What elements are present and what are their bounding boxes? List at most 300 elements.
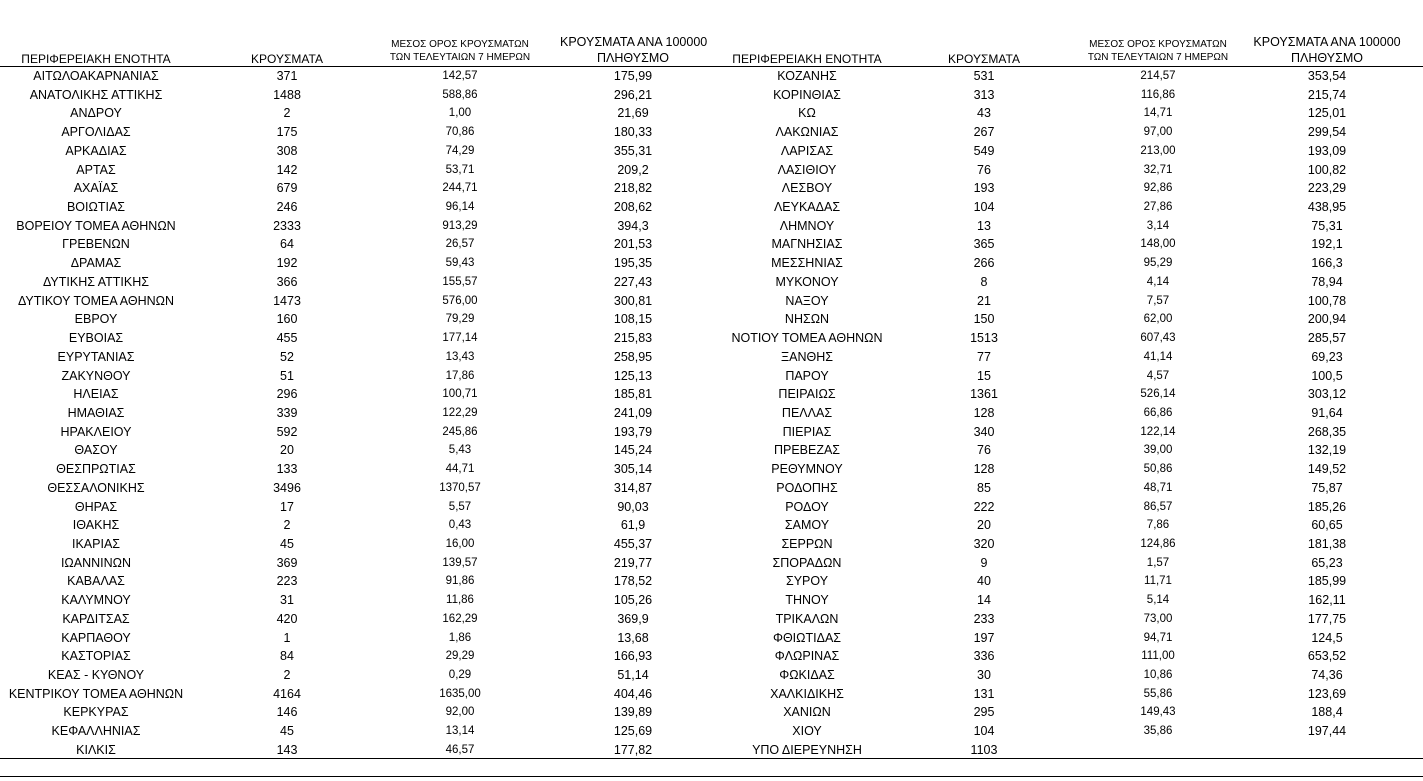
cell-per100k-right: 149,52	[1307, 462, 1347, 477]
table-header	[0, 30, 1423, 66]
cell-per100k-right: 65,23	[1311, 555, 1343, 570]
cell-avg7-left: 59,43	[445, 257, 475, 270]
cell-avg7-right: 55,86	[1143, 687, 1173, 700]
cell-region-right: ΝΑΞΟΥ	[785, 293, 829, 308]
cell-cases-right: 76	[977, 162, 991, 177]
cell-region-left: ΑΡΓΟΛΙΔΑΣ	[61, 125, 131, 140]
cell-avg7-left: 13,14	[445, 725, 475, 738]
table-row	[0, 367, 1423, 386]
cell-region-right: ΜΑΓΝΗΣΙΑΣ	[771, 237, 843, 252]
cell-per100k-left: 258,95	[613, 349, 653, 364]
cell-region-right: ΛΑΣΙΘΙΟΥ	[777, 162, 837, 177]
cell-cases-right: 320	[973, 536, 995, 551]
cell-per100k-right: 91,64	[1311, 405, 1343, 420]
cell-per100k-left: 193,79	[613, 424, 653, 439]
cell-cases-right: 549	[973, 143, 995, 158]
table-row	[0, 703, 1423, 722]
cell-per100k-right: 438,95	[1307, 200, 1347, 215]
header-avg-right-line1: ΜΕΣΟΣ ΟΡΟΣ ΚΡΟΥΣΜΑΤΩΝ	[1089, 39, 1227, 50]
cell-cases-right: 8	[980, 274, 988, 289]
table-row	[0, 329, 1423, 348]
cell-avg7-right: 148,00	[1140, 238, 1176, 251]
cell-per100k-left: 145,24	[613, 443, 653, 458]
cell-region-left: ΘΑΣΟΥ	[74, 443, 118, 458]
cell-per100k-right: 181,38	[1307, 536, 1347, 551]
footer-divider	[0, 758, 1423, 759]
cell-region-left: ΖΑΚΥΝΘΟΥ	[61, 368, 131, 383]
cell-avg7-right: 5,14	[1146, 594, 1170, 607]
table-body	[0, 67, 1423, 760]
table-row	[0, 460, 1423, 479]
cell-avg7-left: 11,86	[446, 594, 474, 607]
cell-per100k-right: 75,31	[1311, 218, 1343, 233]
cell-region-left: ΑΧΑΪΑΣ	[73, 181, 119, 196]
cell-avg7-right: 111,00	[1141, 650, 1175, 663]
cell-cases-left: 296	[276, 387, 298, 402]
cell-per100k-left: 394,3	[617, 218, 649, 233]
cell-cases-right: 15	[977, 368, 991, 383]
cell-per100k-right: 162,11	[1308, 593, 1346, 608]
cell-per100k-right: 285,57	[1307, 331, 1347, 346]
cell-avg7-right: 213,00	[1140, 144, 1176, 157]
cell-per100k-left: 209,2	[617, 162, 649, 177]
cell-avg7-left: 0,43	[448, 519, 472, 532]
cell-cases-right: 197	[973, 630, 995, 645]
cell-per100k-right: 299,54	[1307, 125, 1347, 140]
cell-region-left: ΚΑΛΥΜΝΟΥ	[61, 593, 131, 608]
cell-per100k-right: 268,35	[1307, 424, 1347, 439]
cell-avg7-left: 0,29	[448, 669, 472, 681]
cell-cases-left: 369	[276, 555, 298, 570]
table-row	[0, 498, 1423, 517]
cell-per100k-left: 195,35	[613, 256, 653, 271]
cell-region-right: ΤΡΙΚΑΛΩΝ	[775, 611, 839, 626]
cell-per100k-left: 208,62	[613, 200, 653, 215]
cell-cases-left: 146	[276, 705, 298, 720]
cell-per100k-right: 100,78	[1307, 293, 1347, 308]
table-row	[0, 292, 1423, 311]
cell-avg7-right: 607,43	[1140, 332, 1176, 345]
cell-per100k-right: 215,74	[1307, 87, 1347, 102]
table-row	[0, 142, 1423, 161]
cell-per100k-left: 355,31	[613, 143, 653, 158]
table-row	[0, 235, 1423, 254]
table-row	[0, 423, 1423, 442]
cell-region-right: ΛΑΡΙΣΑΣ	[780, 143, 834, 158]
cell-cases-left: 592	[276, 424, 298, 439]
cell-cases-right: 222	[973, 499, 995, 514]
cell-region-right: ΠΡΕΒΕΖΑΣ	[773, 443, 841, 458]
cell-per100k-left: 105,26	[613, 593, 653, 608]
cell-avg7-right: 116,86	[1140, 88, 1176, 101]
cell-cases-left: 160	[276, 312, 298, 327]
cell-avg7-right: 94,71	[1143, 631, 1173, 644]
cell-avg7-left: 142,57	[442, 70, 478, 82]
cell-avg7-right: 32,71	[1143, 163, 1173, 176]
cell-cases-left: 366	[276, 274, 298, 289]
cell-region-left: ΕΒΡΟΥ	[74, 312, 118, 327]
cell-avg7-right: 86,57	[1143, 500, 1173, 513]
cell-per100k-left: 125,69	[613, 724, 653, 739]
cell-per100k-right: 303,12	[1307, 387, 1347, 402]
cell-avg7-right	[1068, 741, 1248, 760]
cell-region-left: ΚΑΣΤΟΡΙΑΣ	[61, 649, 131, 664]
cell-per100k-right: 123,69	[1307, 686, 1347, 701]
cell-region-right: ΣΑΜΟΥ	[784, 518, 830, 533]
cell-cases-left: 679	[276, 181, 298, 196]
cell-region-left: ΕΥΡΥΤΑΝΙΑΣ	[57, 349, 135, 364]
cell-region-left: ΓΡΕΒΕΝΩΝ	[62, 237, 130, 252]
cell-avg7-left: 26,57	[445, 238, 475, 251]
cell-region-right: ΣΕΡΡΩΝ	[781, 536, 833, 551]
cell-region-right: ΠΕΙΡΑΙΩΣ	[778, 387, 836, 402]
table-row	[0, 441, 1423, 460]
cell-cases-left: 142	[276, 162, 298, 177]
table-row	[0, 554, 1423, 573]
cell-avg7-right: 39,00	[1143, 444, 1173, 457]
cell-cases-right: 104	[973, 200, 995, 215]
table-row	[0, 385, 1423, 404]
table-row	[0, 722, 1423, 741]
cell-cases-right: 128	[973, 405, 995, 420]
cell-region-right: ΚΟΖΑΝΗΣ	[777, 69, 837, 83]
cell-avg7-left: 16,00	[445, 537, 475, 550]
cell-avg7-right: 7,57	[1146, 294, 1170, 307]
cell-region-right: ΠΑΡΟΥ	[785, 368, 829, 383]
cell-per100k-left: 201,53	[613, 237, 653, 252]
cell-per100k-left: 369,9	[617, 611, 649, 626]
cell-cases-left: 31	[280, 593, 294, 608]
cell-region-right: ΠΕΛΛΑΣ	[781, 405, 833, 420]
cell-avg7-right: 7,86	[1146, 519, 1170, 532]
header-cases-left: ΚΡΟΥΣΜΑΤΑ	[251, 52, 323, 66]
cell-per100k-left: 51,14	[617, 668, 649, 682]
cell-per100k-left: 125,13	[613, 368, 653, 383]
cell-avg7-right: 50,86	[1143, 463, 1173, 476]
cell-avg7-right: 66,86	[1143, 406, 1173, 419]
cell-cases-left: 2	[283, 668, 291, 682]
cell-region-right: ΜΥΚΟΝΟΥ	[775, 274, 839, 289]
cell-per100k-left: 108,15	[613, 312, 653, 327]
cell-region-right: ΧΑΛΚΙΔΙΚΗΣ	[770, 686, 844, 701]
cell-avg7-left: 100,71	[442, 388, 478, 401]
cell-cases-right: 20	[977, 518, 991, 533]
cell-per100k-right: 166,3	[1311, 256, 1343, 271]
table-row	[0, 86, 1423, 105]
cell-region-right: ΛΕΣΒΟΥ	[781, 181, 833, 196]
cell-avg7-left: 46,57	[445, 743, 475, 756]
cell-region-right: ΚΟΡΙΝΘΙΑΣ	[773, 87, 841, 102]
cell-per100k-right: 188,4	[1311, 705, 1343, 720]
cell-avg7-left: 1,86	[448, 631, 472, 644]
cell-avg7-right: 14,71	[1143, 107, 1173, 120]
cell-cases-right: 85	[977, 480, 991, 495]
cell-region-right: ΦΩΚΙΔΑΣ	[779, 668, 835, 682]
cell-region-left: ΔΥΤΙΚΟΥ ΤΟΜΕΑ ΑΘΗΝΩΝ	[17, 293, 175, 308]
cell-region-left: ΒΟΙΩΤΙΑΣ	[66, 200, 126, 215]
cell-per100k-left: 455,37	[613, 536, 653, 551]
cell-region-right: ΡΟΔΟΥ	[785, 499, 829, 514]
cell-per100k-right: 100,82	[1307, 162, 1347, 177]
cell-avg7-left: 44,71	[445, 463, 475, 476]
header-avg-left	[372, 38, 548, 64]
table-row	[0, 647, 1423, 666]
cell-region-left: ΚΕΦΑΛΛΗΝΙΑΣ	[51, 724, 141, 739]
cell-per100k-right: 60,65	[1311, 518, 1343, 533]
cell-avg7-left: 74,29	[445, 144, 475, 157]
cell-avg7-left: 1370,57	[439, 481, 481, 494]
cell-avg7-right: 1,57	[1146, 556, 1170, 569]
cell-avg7-left: 79,29	[445, 313, 475, 326]
cell-region-left: ΕΥΒΟΙΑΣ	[68, 331, 124, 346]
cell-cases-left: 371	[276, 69, 298, 83]
cell-cases-left: 17	[280, 499, 294, 514]
table-row	[0, 404, 1423, 423]
cell-region-left: ΑΙΤΩΛΟΑΚΑΡΝΑΝΙΑΣ	[33, 69, 159, 83]
table-row	[0, 516, 1423, 535]
cell-cases-right: 233	[973, 611, 995, 626]
cell-avg7-right: 149,43	[1140, 706, 1176, 719]
table-row	[0, 741, 1423, 760]
cell-per100k-right: 185,99	[1307, 574, 1347, 589]
cell-avg7-right: 4,57	[1146, 369, 1170, 382]
cell-region-right: ΠΙΕΡΙΑΣ	[782, 424, 832, 439]
cell-per100k-left: 215,83	[613, 331, 653, 346]
cell-avg7-right: 27,86	[1143, 201, 1173, 214]
table-row	[0, 629, 1423, 648]
cell-avg7-right: 48,71	[1143, 481, 1173, 494]
cell-cases-left: 45	[280, 724, 294, 739]
cell-avg7-left: 5,57	[448, 500, 472, 513]
header-per100k-right-line2: ΠΛΗΘΥΣΜΟ	[1291, 51, 1363, 65]
header-cases-right: ΚΡΟΥΣΜΑΤΑ	[948, 52, 1020, 66]
cell-region-right: ΛΗΜΝΟΥ	[779, 218, 835, 233]
cell-region-right: ΦΘΙΩΤΙΔΑΣ	[772, 630, 842, 645]
cell-cases-right: 104	[973, 724, 995, 739]
cell-cases-right: 21	[977, 293, 991, 308]
cell-region-left: ΔΥΤΙΚΗΣ ΑΤΤΙΚΗΣ	[43, 274, 149, 289]
cell-avg7-left: 70,86	[445, 126, 475, 139]
cell-per100k-right: 223,29	[1307, 181, 1347, 196]
cell-region-left: ΚΕΝΤΡΙΚΟΥ ΤΟΜΕΑ ΑΘΗΝΩΝ	[8, 686, 184, 701]
cell-avg7-left: 91,86	[445, 575, 475, 588]
cell-region-left: ΙΚΑΡΙΑΣ	[71, 536, 121, 551]
cell-per100k-right: 192,1	[1311, 237, 1343, 252]
cell-per100k-left: 166,93	[613, 649, 653, 664]
cell-avg7-left: 162,29	[442, 612, 478, 625]
table-row	[0, 666, 1423, 685]
cell-cases-left: 2	[283, 518, 291, 533]
cell-region-right: ΜΕΣΣΗΝΙΑΣ	[771, 256, 843, 271]
cell-per100k-left: 314,87	[613, 480, 653, 495]
cell-cases-left: 143	[276, 742, 298, 757]
cell-cases-right: 9	[980, 555, 988, 570]
cell-cases-right: 193	[973, 181, 995, 196]
cell-cases-left: 2333	[273, 218, 301, 233]
cell-avg7-left: 139,57	[442, 556, 478, 569]
cell-region-left: ΚΑΡΠΑΘΟΥ	[61, 630, 131, 645]
table-row	[0, 67, 1423, 86]
cell-per100k-right: 177,75	[1307, 611, 1347, 626]
cell-avg7-left: 244,71	[442, 182, 478, 195]
cell-avg7-right: 62,00	[1143, 313, 1173, 326]
cell-avg7-right: 124,86	[1140, 537, 1176, 550]
cell-cases-right: 128	[973, 462, 995, 477]
cell-per100k-left: 178,52	[613, 574, 653, 589]
cell-avg7-right: 214,57	[1140, 70, 1176, 82]
cell-region-left: ΙΘΑΚΗΣ	[72, 518, 120, 533]
cell-avg7-right: 95,29	[1143, 257, 1173, 270]
cell-avg7-left: 1,00	[448, 107, 472, 120]
table-row	[0, 254, 1423, 273]
cell-cases-right: 340	[973, 424, 995, 439]
table-row	[0, 104, 1423, 123]
cell-region-left: ΑΡΚΑΔΙΑΣ	[65, 143, 127, 158]
cell-avg7-left: 122,29	[442, 406, 478, 419]
cell-region-left: ΗΜΑΘΙΑΣ	[67, 405, 125, 420]
cell-per100k-left: 177,82	[613, 742, 653, 757]
cell-region-right: ΣΠΟΡΑΔΩΝ	[772, 555, 842, 570]
cell-cases-left: 45	[280, 536, 294, 551]
cell-cases-left: 246	[276, 200, 298, 215]
cell-region-left: ΚΑΒΑΛΑΣ	[67, 574, 125, 589]
cell-per100k-right: 125,01	[1307, 106, 1347, 121]
table-row	[0, 310, 1423, 329]
cell-cases-left: 223	[276, 574, 298, 589]
cell-per100k-left: 218,82	[613, 181, 653, 196]
cell-avg7-left: 17,86	[445, 369, 475, 382]
footer-divider-bottom	[0, 776, 1423, 777]
cell-region-right: ΤΗΝΟΥ	[785, 593, 829, 608]
table-row	[0, 479, 1423, 498]
cell-cases-right: 40	[977, 574, 991, 589]
cell-region-left: ΙΩΑΝΝΙΝΩΝ	[60, 555, 132, 570]
cell-region-right: ΚΩ	[798, 106, 816, 121]
cell-cases-right: 13	[977, 218, 991, 233]
cell-region-left: ΘΕΣΣΑΛΟΝΙΚΗΣ	[47, 480, 145, 495]
cell-per100k-left: 175,99	[613, 69, 653, 83]
cell-cases-left: 3496	[273, 480, 301, 495]
cell-region-right: ΥΠΟ ΔΙΕΡΕΥΝΗΣΗ	[752, 742, 862, 757]
header-avg-right	[1068, 38, 1248, 64]
table-row	[0, 572, 1423, 591]
table-row	[0, 610, 1423, 629]
cell-region-left: ΑΡΤΑΣ	[76, 162, 116, 177]
cell-region-left: ΔΡΑΜΑΣ	[70, 256, 122, 271]
cell-per100k-left: 300,81	[613, 293, 653, 308]
cell-cases-left: 4164	[273, 686, 301, 701]
cell-avg7-right: 3,14	[1146, 219, 1170, 232]
cell-cases-right: 1513	[970, 331, 998, 346]
cell-per100k-right	[1252, 741, 1402, 760]
cell-region-left: ΚΕΑΣ - ΚΥΘΝΟΥ	[47, 668, 145, 682]
cell-per100k-right: 78,94	[1311, 274, 1343, 289]
cell-cases-left: 192	[276, 256, 298, 271]
cell-avg7-right: 35,86	[1143, 725, 1173, 738]
cell-cases-right: 131	[973, 686, 995, 701]
cell-per100k-left: 227,43	[613, 274, 653, 289]
cell-region-left: ΗΡΑΚΛΕΙΟΥ	[60, 424, 132, 439]
table-row	[0, 179, 1423, 198]
cell-region-left: ΚΙΛΚΙΣ	[76, 742, 116, 757]
cell-avg7-left: 576,00	[442, 294, 478, 307]
cell-per100k-right: 132,19	[1307, 443, 1347, 458]
cell-region-right: ΣΥΡΟΥ	[785, 574, 829, 589]
cell-avg7-right: 4,14	[1146, 275, 1170, 288]
cell-per100k-right: 200,94	[1307, 312, 1347, 327]
cell-avg7-left: 5,43	[448, 444, 472, 457]
header-per100k-right-line1: ΚΡΟΥΣΜΑΤΑ ΑΝΑ 100000	[1253, 35, 1401, 49]
cell-avg7-left: 53,71	[445, 163, 475, 176]
cell-per100k-right: 69,23	[1311, 349, 1343, 364]
cell-per100k-left: 219,77	[613, 555, 653, 570]
table-row	[0, 123, 1423, 142]
cell-region-left: ΗΛΕΙΑΣ	[73, 387, 119, 402]
cell-region-left: ΚΑΡΔΙΤΣΑΣ	[62, 611, 130, 626]
cell-cases-left: 20	[280, 443, 294, 458]
cell-cases-right: 336	[973, 649, 995, 664]
cell-region-left: ΚΕΡΚΥΡΑΣ	[63, 705, 129, 720]
cell-per100k-right: 74,36	[1311, 668, 1343, 682]
cell-cases-left: 1	[283, 630, 291, 645]
cell-cases-left: 2	[283, 106, 291, 121]
cell-per100k-right: 193,09	[1307, 143, 1347, 158]
table-row	[0, 348, 1423, 367]
cell-per100k-left: 296,21	[613, 87, 653, 102]
cell-cases-left: 52	[280, 349, 294, 364]
cell-cases-right: 313	[973, 87, 995, 102]
cell-region-right: ΧΙΟΥ	[792, 724, 822, 739]
cell-cases-right: 77	[977, 349, 991, 364]
table-row	[0, 535, 1423, 554]
cell-avg7-left: 177,14	[442, 332, 478, 345]
cell-cases-right: 1103	[970, 742, 998, 757]
header-per100k-left-line1: ΚΡΟΥΣΜΑΤΑ ΑΝΑ 100000	[560, 35, 708, 49]
cell-avg7-right: 97,00	[1143, 126, 1173, 139]
cell-cases-right: 266	[973, 256, 995, 271]
cell-avg7-right: 11,71	[1144, 575, 1172, 588]
cell-per100k-right: 353,54	[1307, 69, 1347, 83]
cell-cases-right: 14	[977, 593, 991, 608]
header-per100k-left	[560, 34, 706, 66]
cell-cases-right: 295	[973, 705, 995, 720]
cell-avg7-left: 588,86	[442, 88, 478, 101]
cell-region-right: ΧΑΝΙΩΝ	[783, 705, 831, 720]
header-avg-right-line2: ΤΩΝ ΤΕΛΕΥΤΑΙΩΝ 7 ΗΜΕΡΩΝ	[1087, 52, 1229, 63]
cell-per100k-right: 197,44	[1307, 724, 1347, 739]
cell-cases-left: 64	[280, 237, 294, 252]
cell-avg7-left: 155,57	[442, 275, 478, 288]
cell-region-left: ΘΕΣΠΡΩΤΙΑΣ	[56, 462, 136, 477]
header-per100k-right	[1252, 34, 1402, 66]
cell-avg7-right: 10,86	[1143, 669, 1173, 681]
cell-per100k-left: 139,89	[613, 705, 653, 720]
cell-region-right: ΛΑΚΩΝΙΑΣ	[775, 125, 839, 140]
cell-cases-left: 84	[280, 649, 294, 664]
table-row	[0, 273, 1423, 292]
cell-per100k-left: 13,68	[617, 630, 649, 645]
cell-per100k-left: 180,33	[613, 125, 653, 140]
cell-cases-left: 455	[276, 331, 298, 346]
cell-cases-left: 1473	[273, 293, 301, 308]
table-row	[0, 685, 1423, 704]
cell-per100k-left: 241,09	[613, 405, 653, 420]
cell-per100k-left: 305,14	[613, 462, 653, 477]
cell-avg7-left: 13,43	[445, 350, 475, 363]
header-region-right: ΠΕΡΙΦΕΡΕΙΑΚΗ ΕΝΟΤΗΤΑ	[732, 52, 882, 66]
cell-per100k-left: 21,69	[617, 106, 649, 121]
cell-avg7-right: 73,00	[1143, 612, 1173, 625]
